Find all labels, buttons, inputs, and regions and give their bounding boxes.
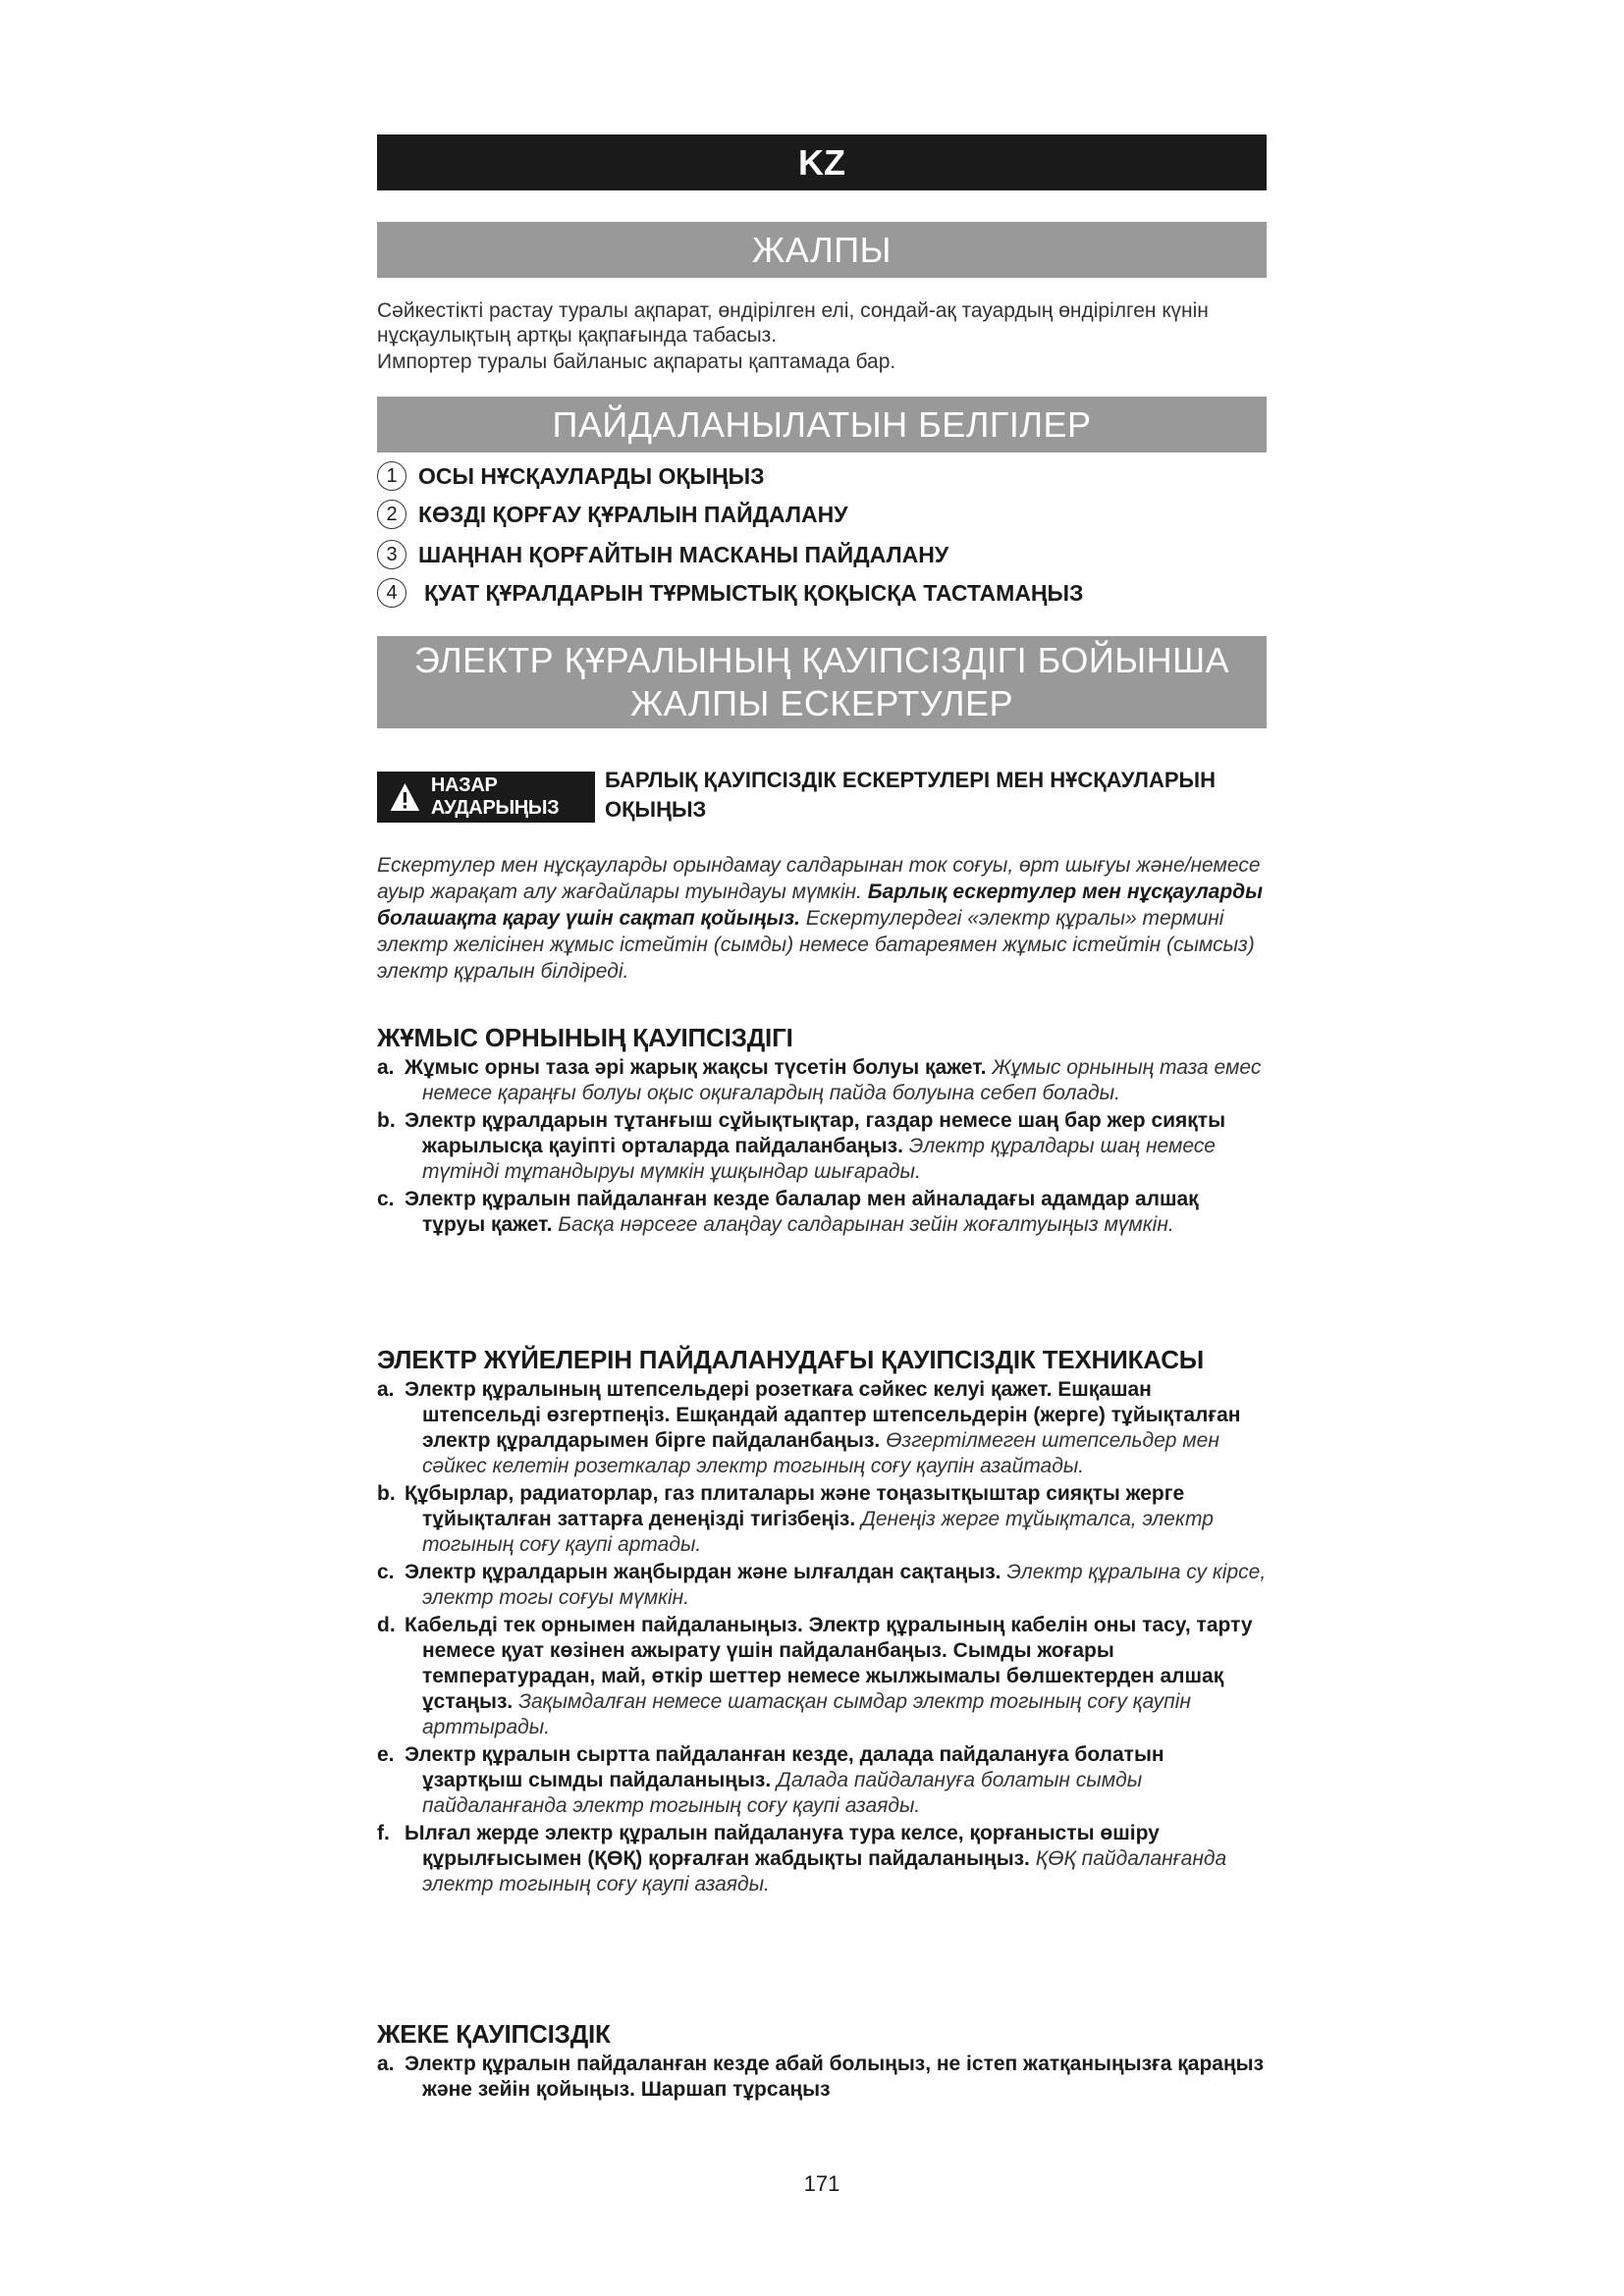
item-label: d. xyxy=(377,1614,396,1636)
circled-number-icon: 2 xyxy=(377,500,406,529)
warning-title: БАРЛЫҚ ҚАУІПСІЗДІК ЕСКЕРТУЛЕРІ МЕН НҰСҚАУЛАРЫН ОҚЫҢЫЗ xyxy=(605,768,1216,822)
item-italic: Электр құралдары шаң немесе түтінді тұтандыруы мүмкін ұшқындар шығарады. xyxy=(422,1135,1216,1183)
item-italic: Жұмыс орнының таза емес немесе қараңғы болуы оқыс оқиғалардың пайда болуына себеп болады. xyxy=(422,1056,1262,1104)
list-item xyxy=(377,1481,1267,1558)
item-label: c. xyxy=(377,1561,395,1583)
list-item xyxy=(377,1560,1267,1611)
item-italic: Далада пайдалануға болатын сымды пайдаланғанда электр тогының соғу қаупі азаяды. xyxy=(422,1769,1143,1817)
list-item xyxy=(377,1377,1267,1479)
item-bold: Ылғал жерде электр құралын пайдалануға тура келсе, қорғанысты өшіру құрылғысымен (ҚӨҚ) қорғалған жабдықты пайдаланыңыз. xyxy=(405,1822,1160,1870)
section-title-personal: ЖЕКЕ ҚАУІПСІЗДІК xyxy=(377,2019,611,2049)
item-bold: Электр құралдарын тұтанғыш сұйықтықтар, газдар немесе шаң бар жер сияқты жарылысқа қауіпті орталарда пайдаланбаңыз. xyxy=(405,1109,1226,1157)
list-item xyxy=(377,1742,1267,1819)
section-electrical xyxy=(377,1345,1267,1897)
attention-badge-label: НАЗАР АУДАРЫҢЫЗ xyxy=(430,774,560,819)
item-label: a. xyxy=(377,1056,395,1079)
intro-paragraph xyxy=(377,852,1267,985)
intro-italic-2: Ескертулердегі «электр құралы» термині электр желісінен жұмыс істейтін (сымды) немесе батареямен жұмыс істейтін (сымсыз) электр құралын білдіреді. xyxy=(377,907,1255,983)
section-title-general: ЖАЛПЫ xyxy=(752,229,892,270)
section-work-area xyxy=(377,1023,1267,1238)
intro-italic-1: Ескертулер мен нұсқауларды орындамау салдарынан ток соғуы, өрт шығуы және/немесе ауыр жарақат алу жағдайлары туындауы мүмкін. xyxy=(377,854,1261,903)
item-italic: Басқа нәрсеге алаңдау салдарынан зейін жоғалтуыңыз мүмкін. xyxy=(558,1213,1174,1236)
circled-number-icon: 1 xyxy=(377,461,406,491)
item-label: b. xyxy=(377,1482,396,1505)
item-italic: ҚӨҚ пайдаланғанда электр тогының соғу қаупі азаяды. xyxy=(422,1847,1227,1896)
intro-text xyxy=(377,852,1267,985)
item-italic: Зақымдалған немесе шатасқан сымдар электр тогының соғу қаупін арттырады. xyxy=(422,1690,1191,1738)
list-item xyxy=(377,1055,1267,1106)
language-header xyxy=(377,134,1267,190)
symbol-item xyxy=(377,500,848,529)
list-item xyxy=(377,1613,1267,1740)
item-label: c. xyxy=(377,1188,395,1210)
page-number: 171 xyxy=(803,2171,840,2196)
list-item xyxy=(377,1108,1267,1185)
general-para-1: Сәйкестікті растау туралы ақпарат, өндірілген елі, сондай-ақ тауардың өндірілген күнін нұсқаулықтың артқы қақпағында табасыз. xyxy=(377,299,1209,347)
language-code: KZ xyxy=(798,141,845,183)
item-bold: Электр құралын пайдаланған кезде балалар мен айналадағы адамдар алшақ тұруы қажет. xyxy=(405,1188,1199,1236)
symbol-item xyxy=(377,578,1083,608)
item-bold: Электр құралының штепсельдері розеткаға сәйкес келуі қажет. Ешқашан штепсельді өзгертпеңіз. Ешқандай адаптер штепсельдерін (жерге) тұйықталған электр құралдарымен бірге пайдаланбаңыз. xyxy=(405,1378,1241,1452)
section-title-electrical: ЭЛЕКТР ЖҮЙЕЛЕРІН ПАЙДАЛАНУДАҒЫ ҚАУІПСІЗДІК ТЕХНИКАСЫ xyxy=(377,1345,1205,1374)
section-header-general xyxy=(377,222,1267,278)
symbol-item xyxy=(377,461,765,491)
item-label: e. xyxy=(377,1743,395,1766)
section-title-symbols: ПАЙДАЛАНЫЛАТЫН БЕЛГІЛЕР xyxy=(552,403,1092,445)
item-bold: Электр құралдарын жаңбырдан және ылғалдан сақтаңыз. xyxy=(405,1561,1001,1583)
general-para-2: Импортер туралы байланыс ақпараты қаптамада бар. xyxy=(377,350,896,373)
section-personal xyxy=(377,2019,1267,2103)
item-label: a. xyxy=(377,2053,395,2075)
item-italic: Электр құралына су кірсе, электр тогы соғуы мүмкін. xyxy=(422,1561,1267,1609)
item-bold: Құбырлар, радиаторлар, газ плиталары және тоңазытқыштар сияқты жерге тұйықталған заттарға денеңізді тигізбеңіз. xyxy=(405,1482,1185,1530)
item-italic: Өзгертілмеген штепсельдер мен сәйкес келетін розеткалар электр тогының соғу қаупін азайтады. xyxy=(422,1429,1219,1477)
symbol-text: ОСЫ НҰСҚАУЛАРДЫ ОҚЫҢЫЗ xyxy=(418,462,765,489)
circled-number-icon: 3 xyxy=(377,540,406,569)
symbol-text: КӨЗДІ ҚОРҒАУ ҚҰРАЛЫН ПАЙДАЛАНУ xyxy=(418,501,848,527)
list-item xyxy=(377,1187,1267,1238)
attention-badge xyxy=(377,772,595,823)
item-label: f. xyxy=(377,1822,390,1844)
item-bold: Кабельді тек орнымен пайдаланыңыз. Электр құралының кабелін оны тасу, тарту немесе қуат көзінен ажырату үшін пайдаланбаңыз. Сымды жоғары температурадан, май, өткір шеттер немесе жылжымалы бөлшектерден алшақ ұстаңыз. xyxy=(405,1614,1253,1713)
symbol-text: ҚУАТ ҚҰРАЛДАРЫН ТҰРМЫСТЫҚ ҚОҚЫСҚА ТАСТАМАҢЫЗ xyxy=(424,579,1084,606)
list-item xyxy=(377,2052,1267,2103)
item-bold: Электр құралын сыртта пайдаланған кезде, далада пайдалануға болатын ұзартқыш сымды пайдаланыңыз. xyxy=(405,1743,1164,1791)
item-label: b. xyxy=(377,1109,396,1132)
section-header-symbols xyxy=(377,397,1267,453)
symbol-item xyxy=(377,540,948,569)
symbol-text: ШАҢНАН ҚОРҒАЙТЫН МАСКАНЫ ПАЙДАЛАНУ xyxy=(418,541,949,567)
section-title-warnings-line1: ЭЛЕКТР ҚҰРАЛЫНЫҢ ҚАУІПСІЗДІГІ БОЙЫНША xyxy=(413,640,1230,680)
item-bold: Электр құралын пайдаланған кезде абай болыңыз, не істеп жатқаныңызға қараңыз және зейін қойыңыз. Шаршап тұрсаңыз xyxy=(405,2053,1265,2101)
section-header-warnings xyxy=(377,636,1267,728)
section-title-work-area: ЖҰМЫС ОРНЫНЫҢ ҚАУІПСІЗДІГІ xyxy=(377,1023,793,1052)
general-text xyxy=(377,298,1267,374)
warning-triangle-icon xyxy=(389,777,421,817)
circled-number-icon: 4 xyxy=(377,578,406,608)
item-label: a. xyxy=(377,1378,395,1401)
item-bold: Жұмыс орны таза әрі жарық жақсы түсетін болуы қажет. xyxy=(405,1056,987,1079)
item-italic: Денеңіз жерге тұйықталса, электр тогының соғу қаупі артады. xyxy=(422,1508,1214,1556)
intro-bold: Барлық ескертулер мен нұсқауларды болашақта қарау үшін сақтап қойыңыз. xyxy=(377,881,1264,930)
section-title-warnings-line2: ЖАЛПЫ ЕСКЕРТУЛЕР xyxy=(629,683,1014,723)
list-item xyxy=(377,1821,1267,1897)
